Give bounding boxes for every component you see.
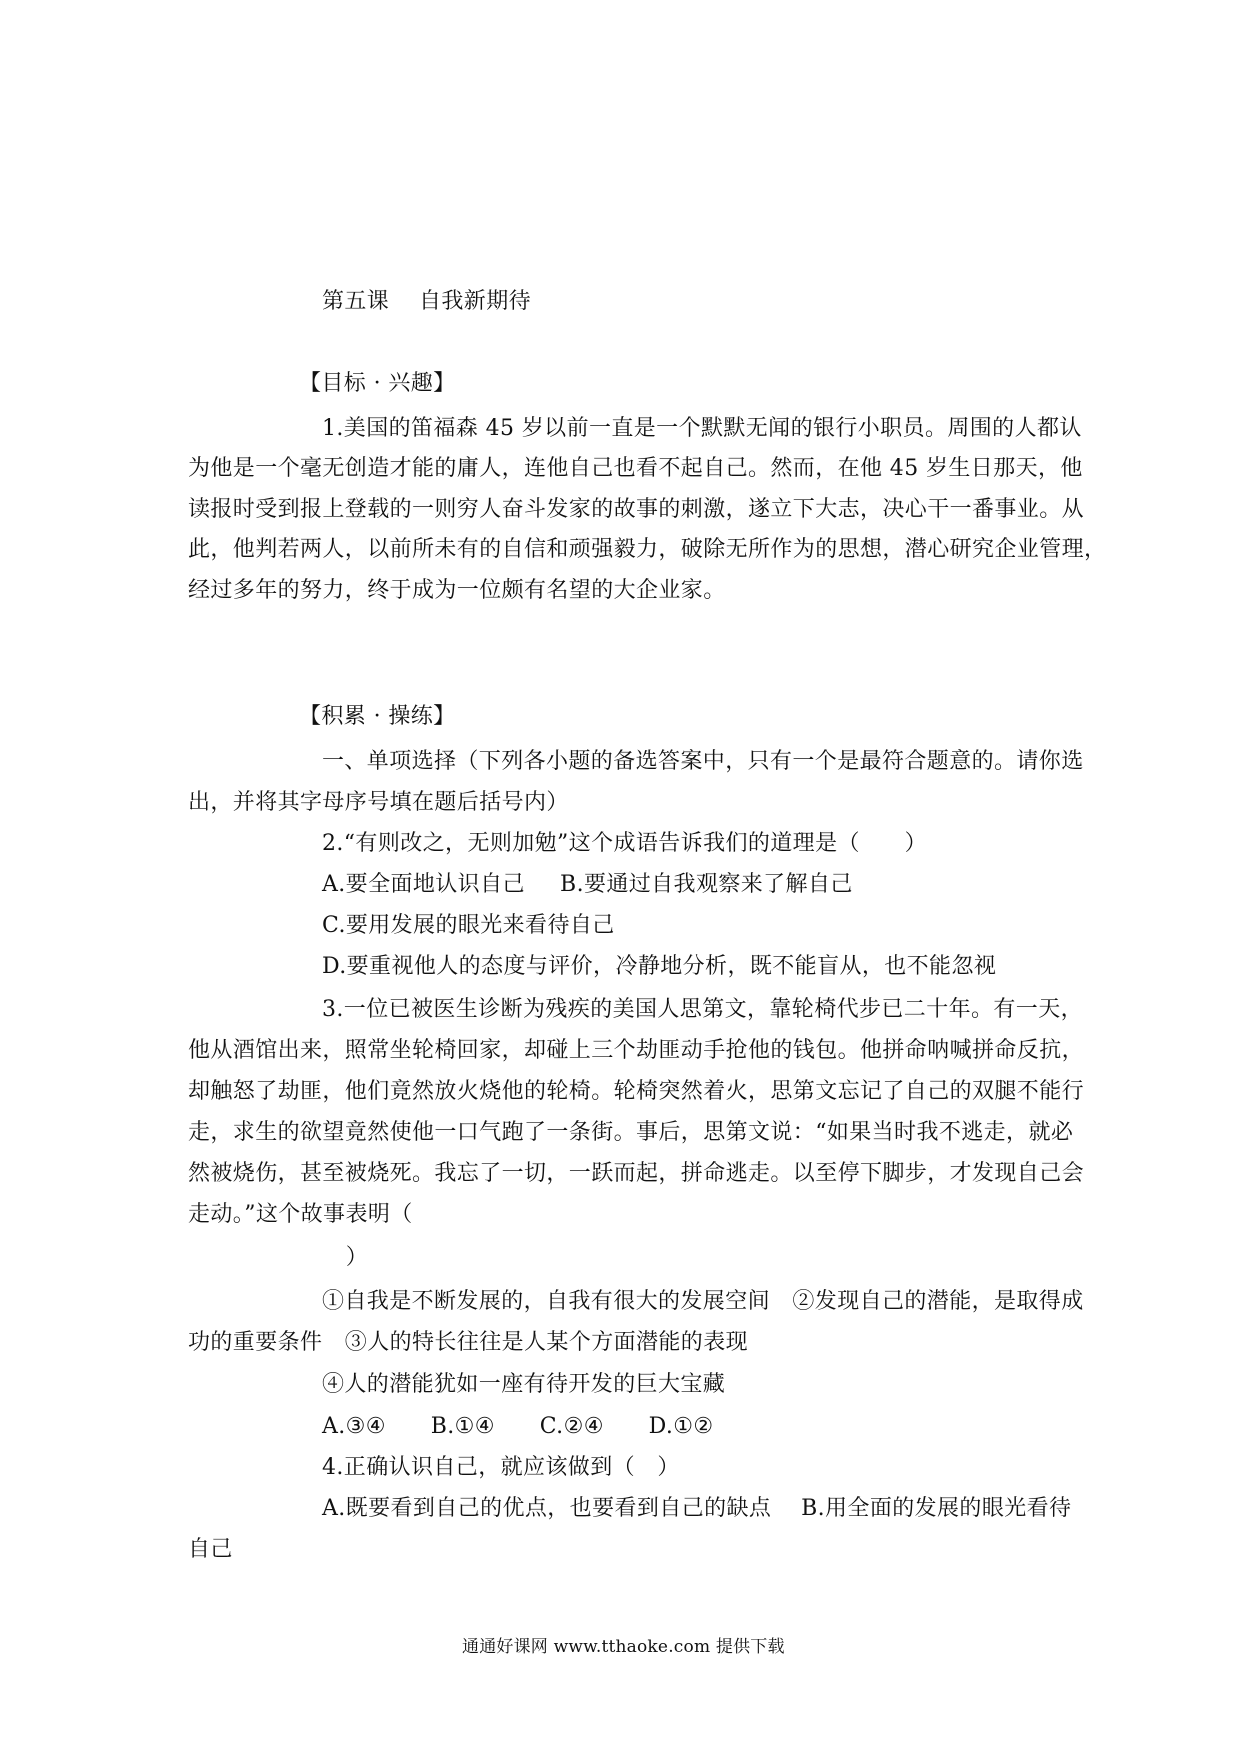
question-3-line-1: 3.一位已被医生诊断为残疾的美国人思第文，靠轮椅代步已二十年。有一天， (322, 997, 1083, 1022)
question-1-line-2: 为他是一个毫无创造才能的庸人，连他自己也看不起自己。然而，在他 45 岁生日那天，他 (188, 456, 1083, 481)
question-3-choices: A.③④ B.①④ C.②④ D.①② (322, 1414, 714, 1439)
question-3-line-3: 却触怒了劫匪，他们竟然放火烧他的轮椅。轮椅突然着火，思第文忘记了自己的双腿不能行 (188, 1079, 1085, 1104)
question-3-line-2: 他从酒馆出来，照常坐轮椅回家，却碰上三个劫匪动手抢他的钱包。他拼命呐喊拼命反抗， (188, 1038, 1085, 1063)
question-4-options-line-2: 自己 (188, 1537, 233, 1562)
question-3-statement-line-3: ④人的潜能犹如一座有待开发的巨大宝藏 (322, 1372, 726, 1397)
question-2-option-c: C.要用发展的眼光来看待自己 (322, 913, 615, 938)
question-2-option-b: B.要通过自我观察来了解自己 (560, 872, 853, 897)
question-1-line-1: 1.美国的笛福森 45 岁以前一直是一个默默无闻的银行小职员。周围的人都认 (322, 416, 1082, 441)
part-1-instructions-line-1: 一、单项选择（下列各小题的备选答案中，只有一个是最符合题意的。请你选 (322, 749, 1084, 774)
section-heading-practice: 【积累 · 操练】 (299, 704, 456, 729)
lesson-title: 第五课 自我新期待 (322, 289, 531, 314)
question-4-options-line-1: A.既要看到自己的优点，也要看到自己的缺点 B.用全面的发展的眼光看待 (322, 1496, 1072, 1521)
part-1-instructions-line-2: 出，并将其字母序号填在题后括号内） (188, 790, 569, 815)
section-heading-goals: 【目标 · 兴趣】 (299, 371, 456, 396)
question-1-line-5: 经过多年的努力，终于成为一位颇有名望的大企业家。 (188, 578, 726, 603)
question-2-option-d: D.要重视他人的态度与评价，冷静地分析，既不能盲从，也不能忽视 (322, 954, 997, 979)
question-2-stem: 2.“有则改之，无则加勉”这个成语告诉我们的道理是（ ） (322, 831, 928, 856)
page-footer: 通通好课网 www.tthaoke.com 提供下载 (462, 1637, 785, 1657)
question-3-statement-line-1: ①自我是不断发展的，自我有很大的发展空间 ②发现自己的潜能，是取得成 (322, 1289, 1084, 1314)
question-3-line-5: 然被烧伤，甚至被烧死。我忘了一切，一跃而起，拼命逃走。以至停下脚步，才发现自己会 (188, 1161, 1085, 1186)
question-4-stem: 4.正确认识自己，就应该做到（ ） (322, 1455, 680, 1480)
question-1-line-4: 此，他判若两人，以前所未有的自信和顽强毅力，破除无所作为的思想，潜心研究企业管理， (188, 537, 1107, 562)
question-1-line-3: 读报时受到报上登载的一则穷人奋斗发家的故事的刺激，遂立下大志，决心干一番事业。从 (188, 497, 1085, 522)
question-2-option-a: A.要全面地认识自己 (322, 872, 525, 897)
question-3-line-6: 走动。”这个故事表明（ (188, 1202, 413, 1227)
question-3-line-4: 走，求生的欲望竟然使他一口气跑了一条街。事后，思第文说：“如果当时我不逃走，就必 (188, 1120, 1074, 1145)
question-3-statement-line-2: 功的重要条件 ③人的特长往往是人某个方面潜能的表现 (188, 1330, 749, 1355)
question-3-answer-paren: ） (316, 1245, 369, 1270)
